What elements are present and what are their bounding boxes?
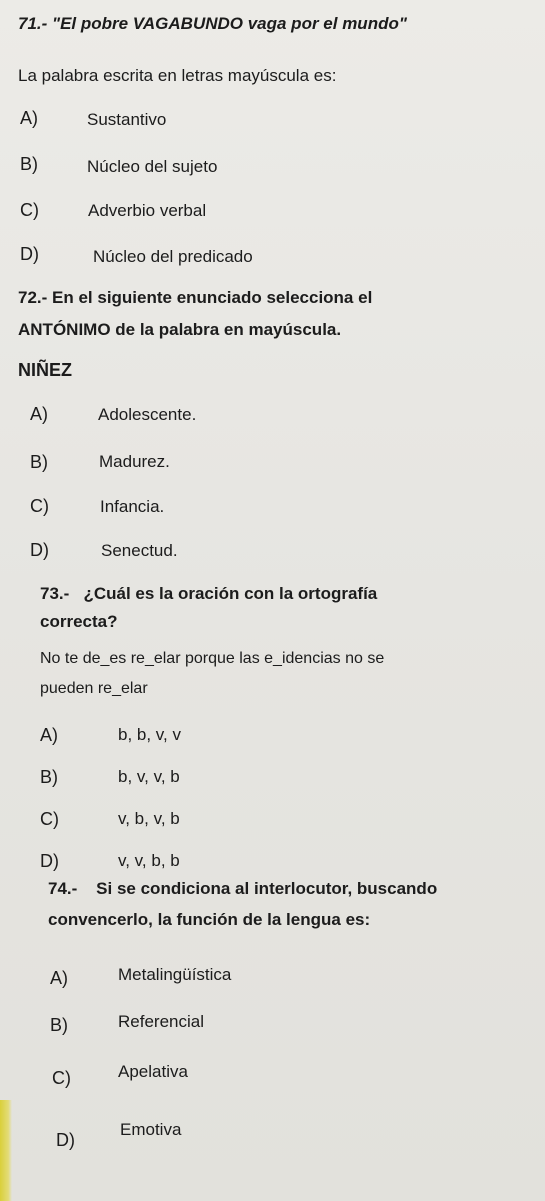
q71-option-a-text: Sustantivo (87, 110, 167, 129)
q73-line1: 73.- ¿Cuál es la oración con la ortografía (40, 584, 378, 603)
q74-option-c-letter: C) (52, 1068, 71, 1088)
q73-option-b-text: b, v, v, b (118, 767, 180, 786)
q74-option-d-letter: D) (56, 1130, 75, 1150)
q73-sentence-line2: pueden re_elar (40, 680, 148, 697)
q71-option-d-letter: D) (20, 244, 39, 264)
q72-option-d-text: Senectud. (101, 541, 178, 560)
q72-option-d-letter: D) (30, 540, 49, 560)
q71-option-b-letter: B) (20, 154, 38, 174)
q72-option-a-letter: A) (30, 404, 48, 424)
q74-option-b-text: Referencial (118, 1012, 204, 1031)
q74-option-a-text: Metalingüística (118, 965, 232, 984)
q72-option-b-letter: B) (30, 452, 48, 472)
q72-option-c-text: Infancia. (100, 497, 165, 516)
q73-option-a-letter: A) (40, 725, 58, 745)
q73-line2: correcta? (40, 612, 118, 631)
q72-line2-rest: de la palabra en mayúscula. (110, 320, 342, 339)
q71-option-c-text: Adverbio verbal (88, 201, 207, 220)
q73-option-c-text: v, b, v, b (118, 809, 180, 828)
q73-option-d-letter: D) (40, 851, 59, 871)
q72-line1 (18, 288, 532, 308)
q72-option-b-text: Madurez. (99, 452, 170, 471)
highlighter-mark (0, 1100, 12, 1201)
q71-title: 71.- "El pobre VAGABUNDO vaga por el mundo" (18, 14, 407, 33)
q71-prompt: La palabra escrita en letras mayúscula es: (18, 66, 337, 85)
q72-line2 (18, 320, 341, 340)
q73-option-a-text: b, b, v, v (118, 725, 181, 744)
q74-option-d-text: Emotiva (120, 1120, 182, 1139)
q73-option-d-text: v, v, b, b (118, 851, 180, 870)
q74-option-a-letter: A) (50, 968, 68, 988)
q73-sentence-line1: No te de_es re_elar porque las e_idencias no se (40, 650, 385, 667)
q72-option-c-letter: C) (30, 496, 49, 516)
q72-word: NIÑEZ (18, 360, 72, 380)
q71-option-a-letter: A) (20, 108, 38, 128)
q71-option-d-text: Núcleo del predicado (93, 247, 253, 266)
q73-option-c-letter: C) (40, 809, 59, 829)
q74-line2: convencerlo, la función de la lengua es: (48, 910, 371, 929)
q73-option-b-letter: B) (40, 767, 58, 787)
q72-line1-text: 72.- En el siguiente enunciado selecciona el (18, 288, 373, 307)
q74-line1: 74.- Si se condiciona al interlocutor, buscando (48, 879, 438, 898)
q72-antonym-word: ANTÓNIMO (18, 320, 111, 339)
q74-option-b-letter: B) (50, 1015, 68, 1035)
q71-option-b-text: Núcleo del sujeto (87, 157, 218, 176)
q74-option-c-text: Apelativa (118, 1062, 188, 1081)
q72-option-a-text: Adolescente. (98, 405, 197, 424)
q71-option-c-letter: C) (20, 200, 39, 220)
